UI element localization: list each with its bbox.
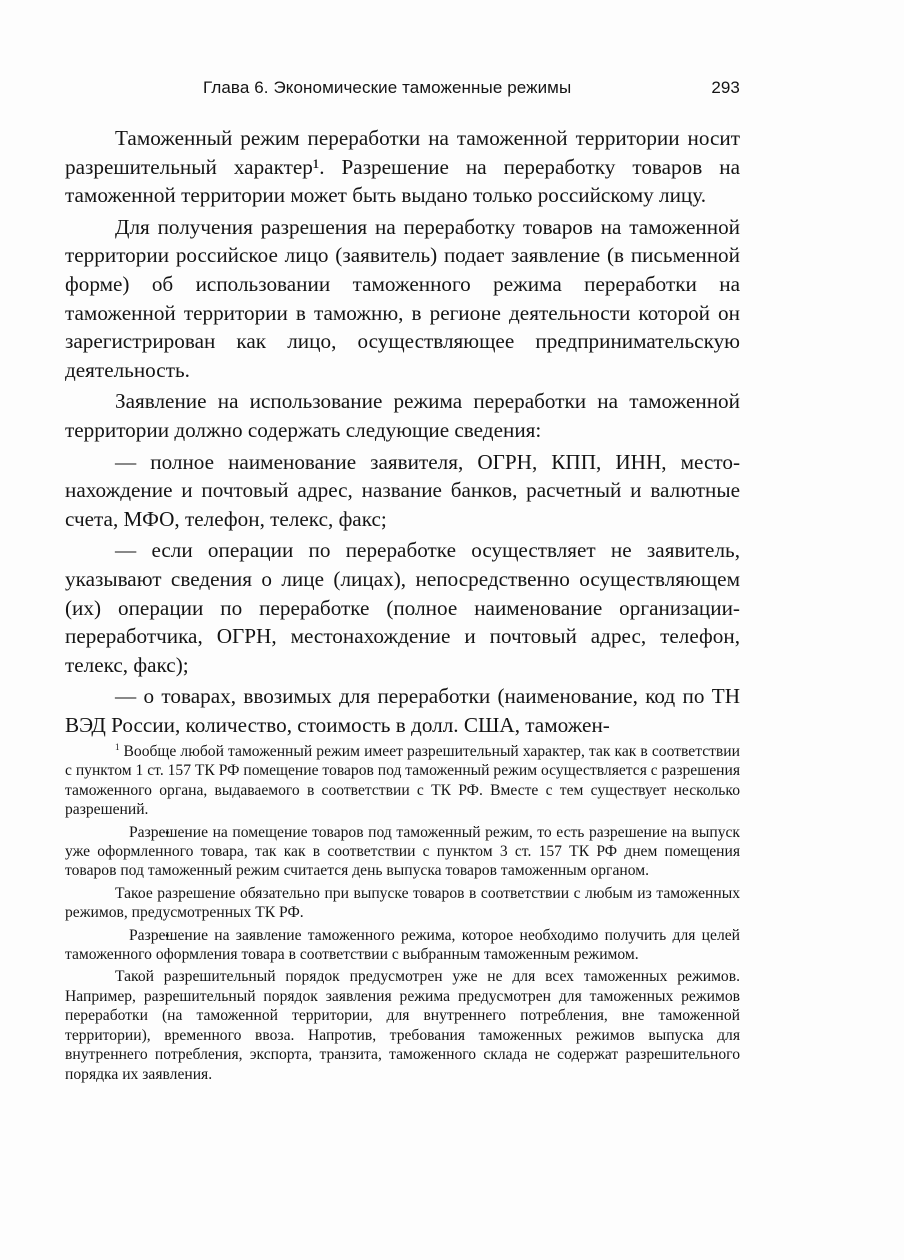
footnote-note-release: Такое разрешение обязательно при выпуске товаров в соответствии с любым из таможенных режимов, предусмотренных ТК РФ.	[65, 884, 740, 922]
footnote-bullet-declaration-text: Разрешение на заявление таможенного режима, которое необходимо получить для целей таможенного оформления товара в соответствии с выбранным таможенным режимом.	[65, 926, 740, 964]
footnote-marker: 1	[115, 742, 120, 752]
list-item-processor: — если операции по переработке осуществляет не заявитель, указывают сведения о лице (лицах), непосредственно осуществляющем (их) операции по переработке (полное наименование организации-переработчика, ОГРН, местонахождение и почтовый адрес, телефон, телекс, факс);	[65, 538, 740, 677]
running-head	[200, 78, 740, 102]
footnote-intro	[65, 738, 740, 820]
paragraph-application: Для получения разрешения на переработку товаров на таможенной территории российское лицо (заявитель) подает заявление (в письменной форме) об использовании таможенного режима переработки на таможенной территории в таможню, в регионе деятельности которой он зарегистрирован как лицо, осуществляющее предпринимательскую деятельность.	[65, 214, 740, 382]
list-item-goods: — о товарах, ввозимых для переработки (наименование, код по ТН ВЭД России, количество, стоимость в долл. США, таможен-	[65, 684, 740, 737]
footnote-bullet-release	[65, 823, 740, 881]
footnote-note-declaration: Такой разрешительный порядок предусмотрен уже не для всех таможенных режимов. Например, разрешительный порядок заявления режима предусмотрен для таможенных режимов переработки (на таможенной территории, для внутреннего потребления, вне таможенной территории), временного ввоза. Напротив, требования таможенных режимов выпуска для внутреннего потребления, экспорта, транзита, таможенного склада не содержат разрешительного порядка их заявления.	[65, 968, 740, 1083]
paragraph-contents-lead: Заявление на использование режима переработки на таможенной территории должно содержать следующие сведения:	[65, 389, 740, 442]
footnote-intro-text: Вообще любой таможенный режим имеет разрешительный характер, так как в соответствии с пунктом 1 ст. 157 ТК РФ помещение товаров под таможенный режим осуществляется с разрешения таможенного органа, выдаваемого в соответствии с ТК РФ. Вместе с тем существует несколько разрешений.	[65, 743, 740, 819]
bullet-icon	[115, 926, 129, 945]
bullet-icon	[115, 823, 129, 842]
footnote-bullet-release-text: Разрешение на помещение товаров под таможенный режим, то есть разрешение на выпуск уже оформленного товара, так как в соответствии с пунктом 3 ст. 157 ТК РФ днем помещения товаров под таможенный режим считается день выпуска товаров таможенным органом.	[65, 823, 740, 880]
page-number: 293	[711, 78, 740, 97]
main-text	[65, 124, 740, 739]
footnote-bullet-declaration	[65, 926, 740, 965]
chapter-title: Глава 6. Экономические таможенные режимы	[203, 78, 572, 97]
footnotes	[65, 738, 740, 1084]
paragraph-intro: Таможенный режим переработки на таможенной территории носит разрешительный характер¹. Разрешение на переработку товаров на таможенной территории может быть выдано только российскому лицу.	[65, 126, 740, 208]
list-item-applicant: — полное наименование заявителя, ОГРН, КПП, ИНН, местонахождение и почтовый адрес, название банков, расчетный и валютные счета, МФО, телефон, телекс, факс;	[65, 449, 740, 531]
